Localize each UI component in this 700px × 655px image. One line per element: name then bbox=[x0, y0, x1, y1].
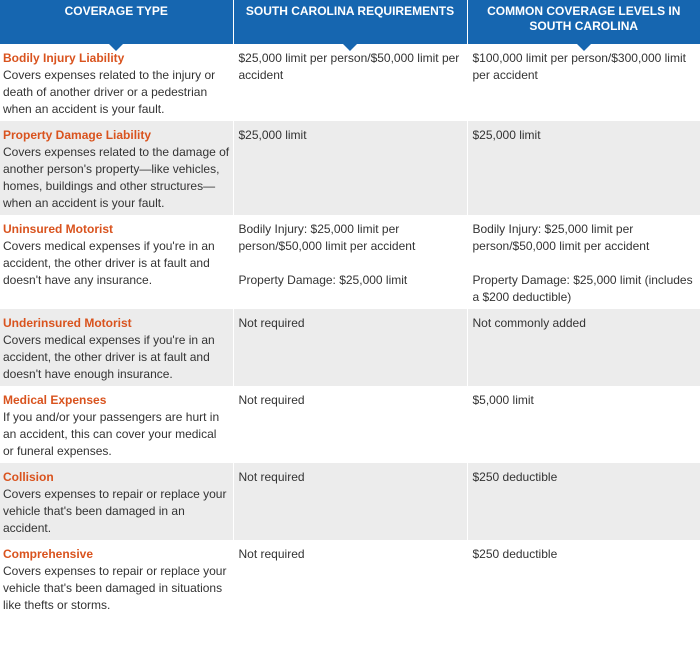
coverage-type-cell bbox=[0, 44, 233, 121]
coverage-description: Covers expenses to repair or replace your vehicle that's been damaged in an accident. bbox=[3, 487, 227, 535]
requirement-cell: Not required bbox=[233, 386, 467, 463]
common-level-cell: $250 deductible bbox=[467, 540, 700, 617]
coverage-type-cell bbox=[0, 540, 233, 617]
coverage-type-cell bbox=[0, 463, 233, 540]
table-row bbox=[0, 309, 700, 386]
common-level-cell: $250 deductible bbox=[467, 463, 700, 540]
common-level-cell: Not commonly added bbox=[467, 309, 700, 386]
header-pointer-icon bbox=[343, 44, 357, 51]
coverage-description: Covers expenses to repair or replace your vehicle that's been damaged in situations like thefts or storms. bbox=[3, 564, 227, 612]
table-row bbox=[0, 215, 700, 309]
coverage-title: Collision bbox=[3, 470, 54, 484]
common-level-cell: $5,000 limit bbox=[467, 386, 700, 463]
requirement-cell: Bodily Injury: $25,000 limit per person/$50,000 limit per accident Property Damage: $25,000 limit bbox=[233, 215, 467, 309]
header-coverage-type: COVERAGE TYPE bbox=[0, 0, 233, 44]
coverage-type-cell bbox=[0, 386, 233, 463]
common-level-cell: $25,000 limit bbox=[467, 121, 700, 215]
table-row bbox=[0, 463, 700, 540]
coverage-title: Property Damage Liability bbox=[3, 128, 152, 142]
requirement-cell: $25,000 limit per person/$50,000 limit per accident bbox=[233, 44, 467, 121]
requirement-cell: $25,000 limit bbox=[233, 121, 467, 215]
header-pointer-icon bbox=[109, 44, 123, 51]
header-pointer-icon bbox=[577, 44, 591, 51]
coverage-title: Medical Expenses bbox=[3, 393, 107, 407]
requirement-cell: Not required bbox=[233, 540, 467, 617]
header-common-levels: COMMON COVERAGE LEVELS IN SOUTH CAROLINA bbox=[467, 0, 700, 44]
coverage-title: Uninsured Motorist bbox=[3, 222, 113, 236]
coverage-description: Covers expenses related to the injury or death of another driver or a pedestrian when an accident is your fault. bbox=[3, 68, 216, 116]
coverage-description: Covers expenses related to the damage of another person's property—like vehicles, homes, buildings and other structures—when an accident is your fault. bbox=[3, 145, 230, 210]
table-row bbox=[0, 540, 700, 617]
coverage-type-cell bbox=[0, 215, 233, 309]
common-level-cell: Bodily Injury: $25,000 limit per person/$50,000 limit per accident Property Damage: $25,000 limit (includes a $200 deductible) bbox=[467, 215, 700, 309]
common-level-cell: $100,000 limit per person/$300,000 limit per accident bbox=[467, 44, 700, 121]
table-row bbox=[0, 44, 700, 121]
requirement-cell: Not required bbox=[233, 463, 467, 540]
coverage-title: Underinsured Motorist bbox=[3, 316, 132, 330]
coverage-description: Covers medical expenses if you're in an accident, the other driver is at fault and doesn't have enough insurance. bbox=[3, 333, 215, 381]
requirement-cell: Not required bbox=[233, 309, 467, 386]
coverage-title: Comprehensive bbox=[3, 547, 94, 561]
coverage-title: Bodily Injury Liability bbox=[3, 51, 125, 65]
header-sc-requirements: SOUTH CAROLINA REQUIREMENTS bbox=[233, 0, 467, 44]
coverage-description: If you and/or your passengers are hurt in an accident, this can cover your medical or funeral expenses. bbox=[3, 410, 220, 458]
coverage-type-cell bbox=[0, 121, 233, 215]
table-row bbox=[0, 386, 700, 463]
coverage-type-cell bbox=[0, 309, 233, 386]
coverage-description: Covers medical expenses if you're in an accident, the other driver is at fault and doesn't have any insurance. bbox=[3, 239, 215, 287]
table-row bbox=[0, 121, 700, 215]
table-header-row bbox=[0, 0, 700, 44]
